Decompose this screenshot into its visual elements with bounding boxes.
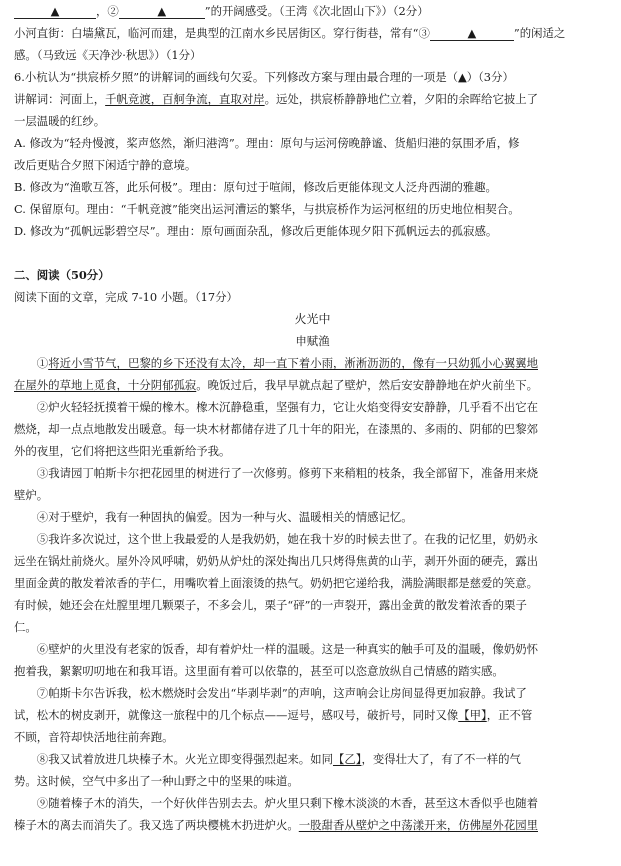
q6-explanation	[14, 88, 611, 110]
q6-option-d: D. 修改为“孤帆远影碧空尽”。理由：原句画面杂乱，修改后更能体现夕阳下孤帆远去的孤寂感。	[14, 224, 498, 238]
answer-blank-1[interactable]	[14, 5, 96, 19]
xiaohe-line-1	[14, 22, 611, 44]
article-title: 火光中	[294, 312, 331, 326]
triangle-marker-icon: ▲	[467, 26, 477, 40]
spacer	[14, 242, 611, 264]
para-text: 榛子木的离去而消失了。我又选了两块樱桃木扔进炉火。	[14, 818, 299, 832]
section-heading: 二、阅读（50分）	[14, 268, 110, 282]
triangle-marker-icon: ▲	[50, 4, 60, 18]
triangle-marker-icon: ▲	[157, 4, 167, 18]
blank-jia[interactable]: 【甲】	[458, 708, 487, 722]
para-5-line-1: ⑤我许多次说过，这个世上我最爱的人是我奶奶，她在我十岁的时候去世了。在我的记忆里，奶奶永	[36, 532, 538, 546]
para-5-line-3: 里面金黄的散发着浓香的芋仁，用嘴吹着上面滚烫的热气。奶奶把它递给我，满脸满眼都是慈爱的笑意。	[14, 576, 538, 590]
para-9-line-1: ⑨随着榛子木的消失，一个好伙伴告别去去。炉火里只剩下橡木淡淡的木香，甚至这木香似乎也随着	[36, 796, 538, 810]
q5-tail-line	[14, 0, 611, 22]
expl-underlined: 千帆竞渡，百舸争流，直取对岸	[105, 92, 265, 106]
para-text: ⑧我又试着放进几块榛子木。火光立即变得强烈起来。如同	[36, 752, 333, 766]
q6-stem: 6.小杭认为“拱宸桥夕照”的讲解词的画线句欠妥。下列修改方案与理由最合理的一项是（▲）（3分）	[14, 70, 514, 84]
para-5-line-4: 有时候，她还会在灶膛里埋几颗栗子，不多会儿，栗子“砰”的一声裂开，露出金黄的散发着浓香的栗子	[14, 598, 527, 612]
para-2-line-3: 外的夜里，它们将把这些阳光重新给予我。	[14, 444, 231, 458]
para-num: ①	[36, 356, 49, 370]
q6-option-b: B. 修改为“渔歌互答，此乐何极”。理由：原句过于喧闹，修改后更能体现文人泛舟西湖的雅趣。	[14, 180, 497, 194]
q6-option-a-2: 改后更贴合夕照下闲适宁静的意境。	[14, 158, 197, 172]
xiaohe-text-after: ”的闲适之	[513, 26, 566, 40]
xiaohe-text: 小河直街：白墙黛瓦，临河而建，是典型的江南水乡民居街区。穿行街巷，常有“③	[14, 26, 430, 40]
section-instructions: 阅读下面的文章，完成 7-10 小题。（17分）	[14, 290, 238, 304]
para-text: ，变得壮大了，有了不一样的气	[361, 752, 521, 766]
q5-after: ”的开阔感受。（王湾《次北固山下》）（2分）	[204, 4, 429, 18]
para-9-line-2	[14, 814, 611, 836]
para-text: 。晚饭过后，我早早就点起了壁炉，然后安安静静地在炉火前坐下。	[196, 378, 538, 392]
para-5-line-2: 远坐在锅灶前烧火。屋外冷风呼啸，奶奶从炉灶的深处掏出几只烤得焦黄的山芋，剥开外面的硬壳，露出	[14, 554, 538, 568]
para-text: 试，松木的树皮剥开，就像这一旅程中的几个标点——逗号，感叹号，破折号，同时又像	[14, 708, 459, 722]
para-7-line-1: ⑦帕斯卡尔告诉我，松木燃烧时会发出“毕剥毕剥”的声响，这声响会让房间显得更加寂静。我试了	[36, 686, 527, 700]
para-1-line-1	[14, 352, 611, 374]
answer-blank-2[interactable]	[119, 5, 205, 19]
expl-label: 讲解词：河面上，	[14, 92, 106, 106]
para-7-line-3: 不顾，音符却快活地往前奔跑。	[14, 730, 174, 744]
underlined-text: 一股甜香从壁炉之中荡漾开来，仿佛屋外花园里	[298, 818, 538, 832]
para-2-line-2: 燃烧，却一点点地散发出暖意。每一块木材都储存进了几十年的阳光，在漆黑的、多雨的、阴郁的巴黎郊	[14, 422, 538, 436]
blank-yi[interactable]: 【乙】	[332, 752, 362, 766]
q5-sep: ，②	[96, 4, 119, 18]
q6-option-a-1: A. 修改为“轻舟慢渡，桨声悠然，渐归港湾”。理由：原句与运河傍晚静谧、货船归港的氛围矛盾，修	[14, 136, 520, 150]
q6-option-c: C. 保留原句。理由：“千帆竞渡”能突出运河漕运的繁华，与拱宸桥作为运河枢纽的历史地位相契合。	[14, 202, 520, 216]
para-7-line-2	[14, 704, 611, 726]
para-6-line-2: 抱着我，絮絮叨叨地在和我耳语。这里面有着可以依靠的，甚至可以恣意放纵自己情感的踏实感。	[14, 664, 504, 678]
article-author: 申赋渔	[295, 334, 330, 348]
xiaohe-line-2: 感。（马致远《天净沙·秋思》）（1分）	[14, 48, 202, 62]
para-8-line-1	[14, 748, 611, 770]
para-6-line-1: ⑥壁炉的火里没有老家的饭香，却有着炉灶一样的温暖。这是一种真实的触手可及的温暖，像奶奶怀	[36, 642, 538, 656]
para-8-line-2: 势。这时候，空气中多出了一种山野之中的坚果的味道。	[14, 774, 299, 788]
answer-blank-3[interactable]	[430, 27, 514, 41]
para-3-line-1: ③我请园丁帕斯卡尔把花园里的树进行了一次修剪。修剪下来稍粗的枝条，我全部留下，准备用来烧	[36, 466, 538, 480]
q6-explanation-line2: 一层温暖的红纱。	[14, 114, 106, 128]
underlined-text: 将近小雪节气，巴黎的乡下还没有太冷，却一直下着小雨，淅淅沥沥的，像有一只幼狐小心翼翼地	[48, 356, 539, 370]
expl-rest: 。远处，拱宸桥静静地伫立着，夕阳的余晖给它披上了	[264, 92, 539, 106]
para-1-line-2	[14, 374, 611, 396]
underlined-text: 在屋外的草地上觅食，十分阴郁孤寂	[14, 378, 197, 392]
para-3-line-2: 壁炉。	[14, 488, 49, 502]
para-4: ④对于壁炉，我有一种固执的偏爱。因为一种与火、温暖相关的情感记忆。	[36, 510, 413, 524]
para-5-line-5: 仁。	[14, 620, 37, 634]
para-text: ，正不管	[486, 708, 533, 722]
para-2-line-1: ②炉火轻轻抚摸着干燥的橡木。橡木沉静稳重，坚强有力，它让火焰变得安安静静，几乎看不出它在	[36, 400, 538, 414]
